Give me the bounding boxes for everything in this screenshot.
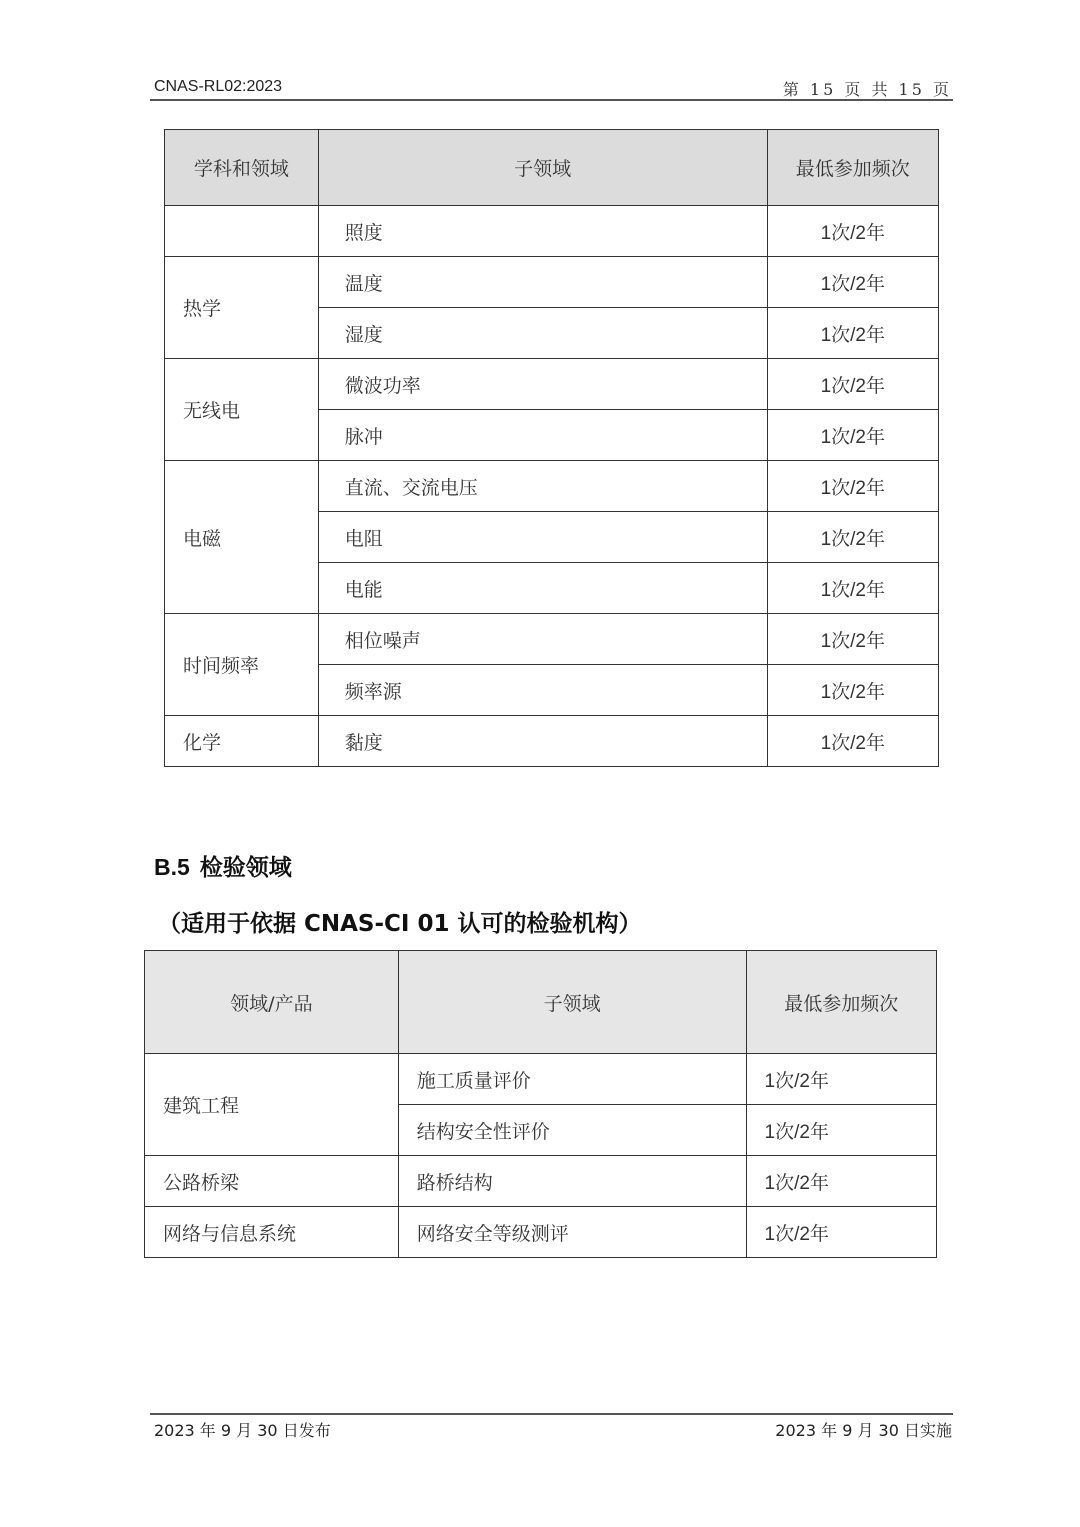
field-cell: 网络与信息系统 [145,1207,399,1258]
frequency-cell: 1次/2年 [767,410,938,461]
table-row [165,206,939,257]
subfield-cell: 网络安全等级测评 [398,1207,746,1258]
table-row [165,716,939,767]
subfield-cell: 路桥结构 [398,1156,746,1207]
issued-date: 2023 年 9 月 30 日发布 [154,1421,331,1440]
subfield-cell: 黏度 [318,716,767,767]
col-header-field: 学科和领域 [165,130,319,206]
frequency-cell: 1次/2年 [746,1105,936,1156]
table-row [165,461,939,512]
frequency-cell: 1次/2年 [767,665,938,716]
table-header-row [165,130,939,206]
section-subtitle: （适用于依据 CNAS-CI 01 认可的检验机构） [158,911,642,937]
field-cell [165,206,319,257]
effective-date: 2023 年 9 月 30 日实施 [775,1421,952,1440]
frequency-cell: 1次/2年 [767,614,938,665]
table-row [145,1207,937,1258]
subfield-cell: 微波功率 [318,359,767,410]
col-header-field-product: 领域/产品 [145,951,399,1054]
subfield-cell: 直流、交流电压 [318,461,767,512]
frequency-cell: 1次/2年 [767,206,938,257]
section-title: 检验领域 [199,855,292,881]
field-cell: 热学 [165,257,319,359]
proficiency-table-calibration [164,129,939,767]
frequency-cell: 1次/2年 [767,716,938,767]
subfield-cell: 电阻 [318,512,767,563]
field-cell: 建筑工程 [145,1054,399,1156]
table-header-row [145,951,937,1054]
table-row [145,1054,937,1105]
table-row [165,257,939,308]
frequency-cell: 1次/2年 [767,359,938,410]
section-heading [154,849,292,882]
subfield-cell: 相位噪声 [318,614,767,665]
col-header-subfield: 子领域 [398,951,746,1054]
field-cell: 公路桥梁 [145,1156,399,1207]
table-row [145,1156,937,1207]
field-cell: 化学 [165,716,319,767]
frequency-cell: 1次/2年 [767,563,938,614]
page-info: 第 15 页 共 15 页 [782,80,952,99]
frequency-cell: 1次/2年 [767,461,938,512]
section-number: B.5 [154,854,190,880]
subfield-cell: 频率源 [318,665,767,716]
frequency-cell: 1次/2年 [767,257,938,308]
frequency-cell: 1次/2年 [767,308,938,359]
frequency-cell: 1次/2年 [746,1156,936,1207]
subfield-cell: 施工质量评价 [398,1054,746,1105]
field-cell: 时间频率 [165,614,319,716]
subfield-cell: 温度 [318,257,767,308]
subfield-cell: 结构安全性评价 [398,1105,746,1156]
col-header-subfield: 子领域 [318,130,767,206]
header-divider [150,99,953,101]
frequency-cell: 1次/2年 [746,1207,936,1258]
field-cell: 电磁 [165,461,319,614]
frequency-cell: 1次/2年 [746,1054,936,1105]
subfield-cell: 脉冲 [318,410,767,461]
col-header-frequency: 最低参加频次 [746,951,936,1054]
field-cell: 无线电 [165,359,319,461]
subfield-cell: 湿度 [318,308,767,359]
col-header-frequency: 最低参加频次 [767,130,938,206]
frequency-cell: 1次/2年 [767,512,938,563]
subfield-cell: 照度 [318,206,767,257]
table-row [165,614,939,665]
proficiency-table-inspection [144,950,937,1258]
footer-divider [150,1413,953,1415]
subfield-cell: 电能 [318,563,767,614]
table-row [165,359,939,410]
doc-code: CNAS-RL02:2023 [154,78,283,95]
